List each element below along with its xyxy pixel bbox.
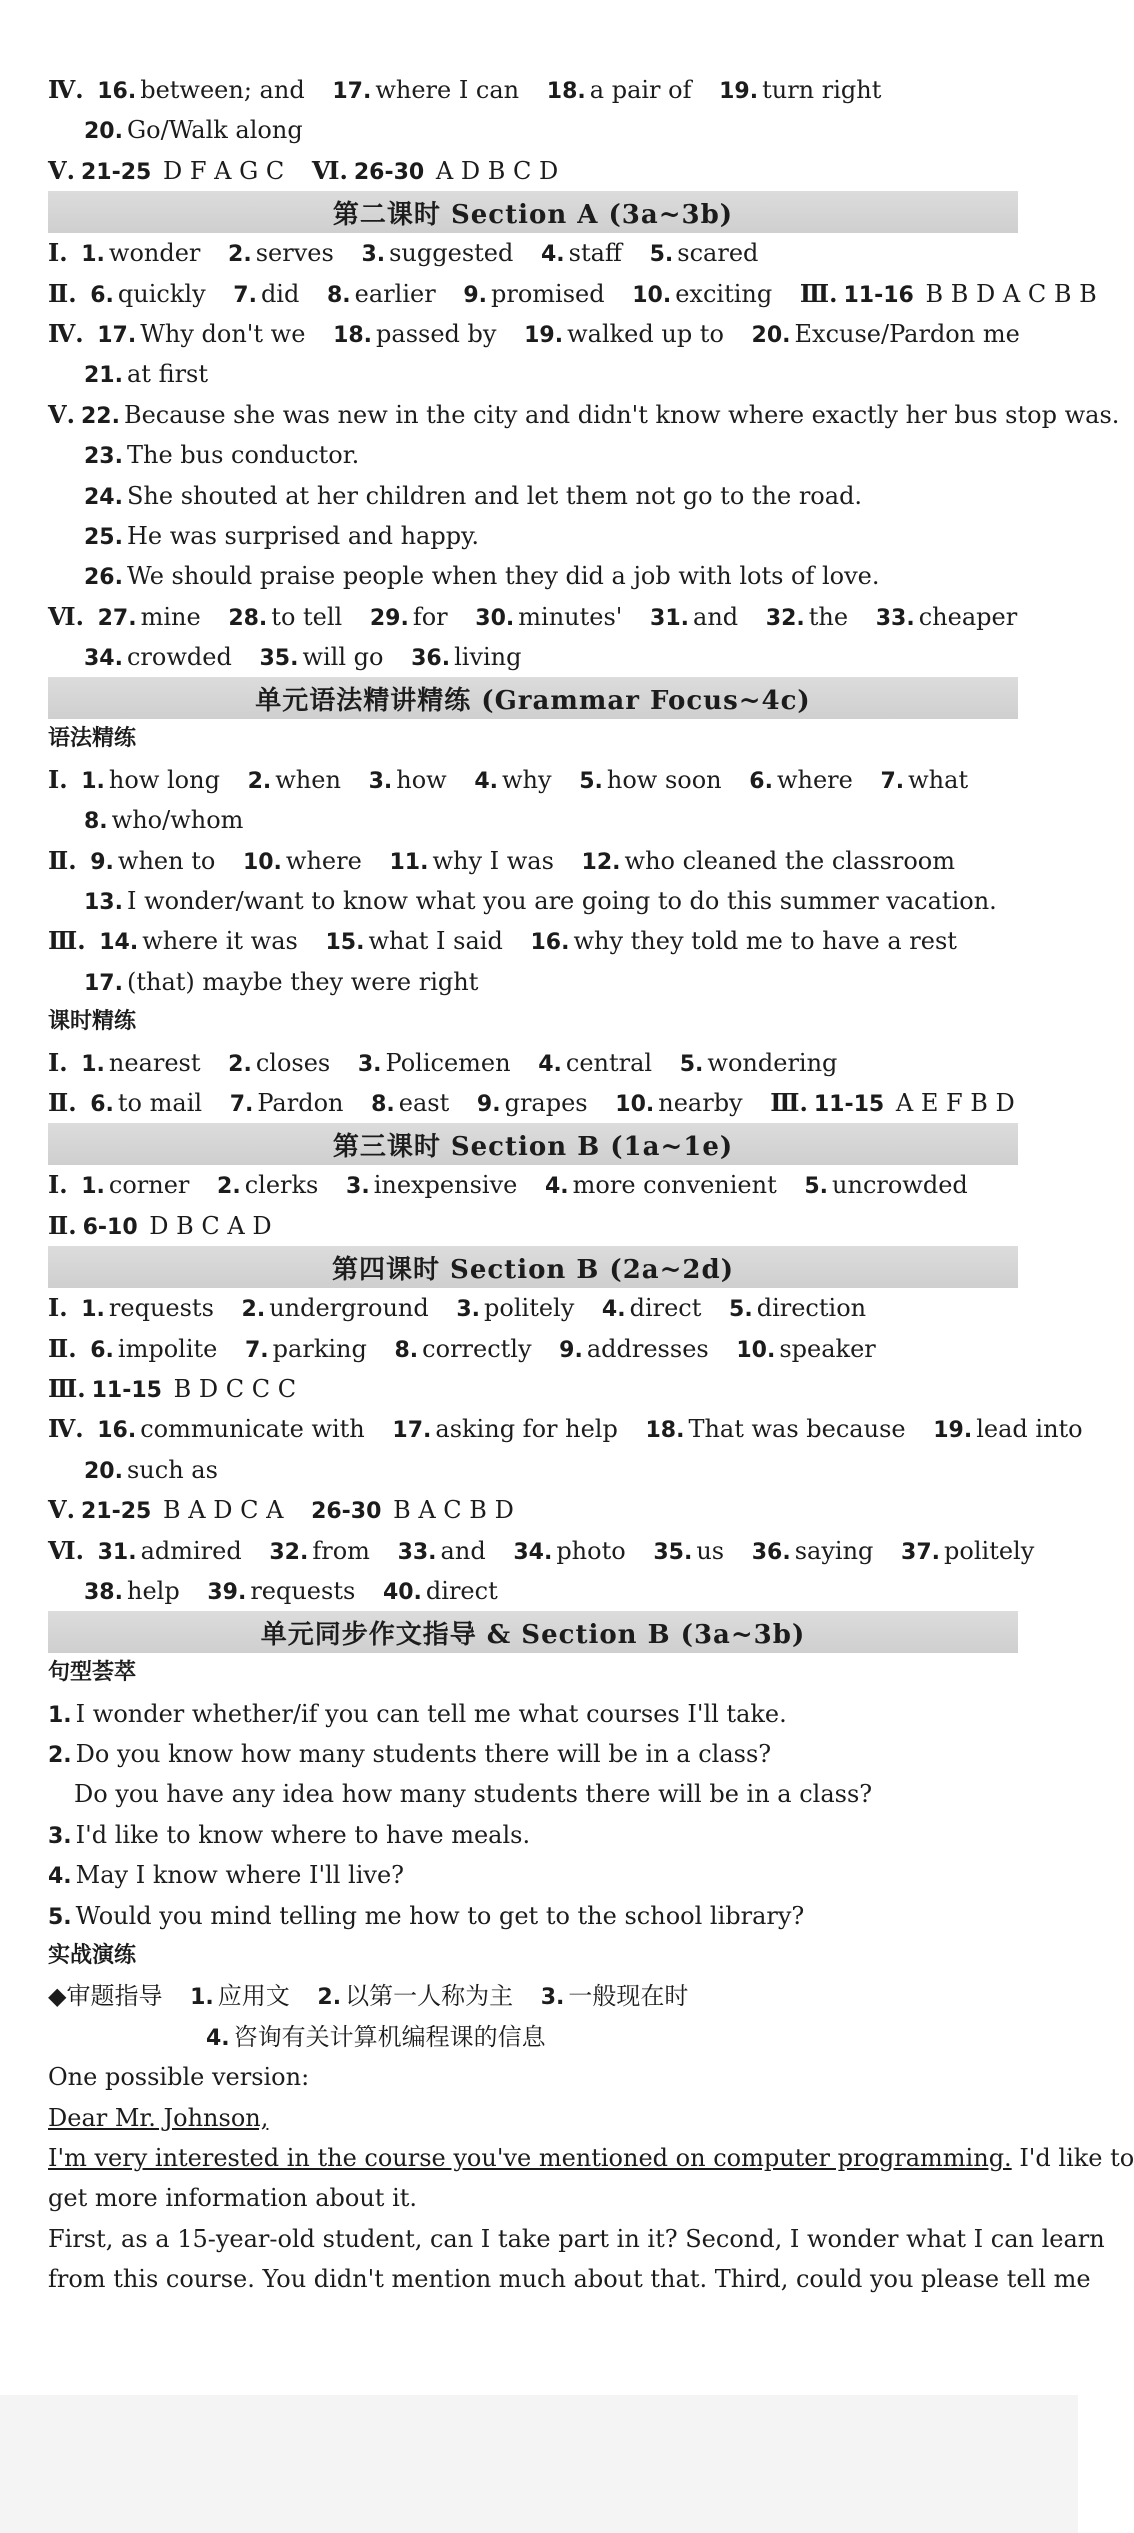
guide-line: ◆审题指导 1. 应用文 2. 以第一人称为主 3. 一般现在时: [48, 1982, 689, 2011]
answer-line: 26. We should praise people when they did a job with lots of love.: [84, 562, 880, 591]
answer-line: Ⅵ. 27. mine 28. to tell 29. for 30. minutes' 31. and 32. the 33. cheaper: [48, 601, 1018, 631]
answer-line: Ⅴ. 21-25 B A D C A 26-30 B A C B D: [48, 1495, 514, 1525]
answer-line: Ⅱ. 6. quickly 7. did 8. earlier 9. promised 10. exciting Ⅲ. 11-16 B B D A C B B: [48, 278, 1097, 308]
underlined-sentence: I'm very interested in the course you've mentioned on computer programming.: [48, 2143, 1012, 2172]
page-bottom-margin: [0, 2395, 1078, 2533]
roman-numeral: Ⅴ.: [48, 155, 75, 185]
answer-line: Ⅲ. 11-15 B D C C C: [48, 1373, 297, 1403]
answer-line: 13. I wonder/want to know what you are going to do this summer vacation.: [84, 887, 997, 916]
subheading: 语法精练: [48, 726, 137, 752]
answer-line: Ⅴ. 21-25 D F A G C Ⅵ. 26-30 A D B C D: [48, 155, 559, 185]
roman-numeral: Ⅵ.: [311, 155, 348, 185]
essay-line: I'm very interested in the course you've mentioned on computer programming. I'd like to: [48, 2143, 1134, 2172]
answer-line: Ⅳ. 16. between; and 17. where I can 18. a pair of 19. turn right: [48, 75, 882, 104]
answer-line: Ⅰ. 1. corner 2. clerks 3. inexpensive 4. more convenient 5. uncrowded: [48, 1170, 968, 1200]
answer-line: Ⅰ. 1. wonder 2. serves 3. suggested 4. staff 5. scared: [48, 238, 759, 268]
essay-line: from this course. You didn't mention much about that. Third, could you please tell me: [48, 2265, 1091, 2294]
section-banner: 第四课时 Section B (2a~2d): [48, 1246, 1018, 1288]
answer-text: Go/Walk along: [126, 116, 303, 145]
answer-line: Ⅵ. 31. admired 32. from 33. and 34. photo 35. us 36. saying 37. politely: [48, 1535, 1035, 1565]
answer-text: D F A G C: [163, 156, 285, 185]
answer-line: 38. help 39. requests 40. direct: [84, 1576, 498, 1605]
guide-line: 4. 咨询有关计算机编程课的信息: [206, 2022, 546, 2051]
answer-line: 8. who/whom: [84, 806, 244, 835]
answer-line: 17. (that) maybe they were right: [84, 967, 479, 996]
answer-text: a pair of: [589, 76, 692, 104]
roman-numeral: Ⅳ.: [48, 75, 84, 104]
answer-text: A D B C D: [435, 156, 559, 185]
answer-line: Ⅳ. 17. Why don't we 18. passed by 19. walked up to 20. Excuse/Pardon me: [48, 318, 1020, 348]
guide-label: ◆审题指导: [48, 1982, 163, 2011]
sentence-line: Do you have any idea how many students there will be in a class?: [74, 1780, 873, 1809]
answer-text: Because she was new in the city and didn't know where exactly her bus stop was.: [123, 400, 1120, 429]
section-banner: 单元语法精讲精练 (Grammar Focus~4c): [48, 677, 1018, 719]
answer-line: Ⅱ. 6. impolite 7. parking 8. correctly 9. addresses 10. speaker: [48, 1333, 876, 1363]
subheading: 句型荟萃: [48, 1660, 137, 1686]
essay-greeting: Dear Mr. Johnson,: [48, 2103, 269, 2132]
essay-line: One possible version:: [48, 2063, 310, 2092]
section-banner: 单元同步作文指导 & Section B (3a~3b): [48, 1611, 1018, 1653]
answer-line: 21. at first: [84, 360, 209, 389]
answer-line: Ⅱ. 9. when to 10. where 11. why I was 12. who cleaned the classroom: [48, 845, 956, 875]
answer-content: [48, 70, 1134, 2300]
answer-line: 23. The bus conductor.: [84, 441, 360, 470]
sentence-line: 4. May I know where I'll live?: [48, 1861, 405, 1890]
sentence-line: 2. Do you know how many students there will be in a class?: [48, 1740, 772, 1769]
answer-line: 34. crowded 35. will go 36. living: [84, 643, 522, 672]
essay-line: First, as a 15-year-old student, can I take part in it? Second, I wonder what I can learn: [48, 2224, 1105, 2253]
answer-line: Ⅴ. 22. Because she was new in the city and didn't know where exactly her bus stop was.: [48, 399, 1120, 429]
essay-line: get more information about it.: [48, 2184, 418, 2213]
sentence-line: 3. I'd like to know where to have meals.: [48, 1820, 531, 1849]
subheading: 课时精练: [48, 1009, 137, 1035]
answer-line: 25. He was surprised and happy.: [84, 521, 480, 550]
answer-line: Ⅰ. 1. nearest 2. closes 3. Policemen 4. central 5. wondering: [48, 1047, 838, 1077]
answer-line: Ⅰ. 1. requests 2. underground 3. politely 4. direct 5. direction: [48, 1293, 867, 1323]
answer-line: Ⅲ. 14. where it was 15. what I said 16. why they told me to have a rest: [48, 926, 957, 956]
sentence-line: 1. I wonder whether/if you can tell me what courses I'll take.: [48, 1699, 787, 1728]
answer-line: Ⅱ. 6. to mail 7. Pardon 8. east 9. grapes 10. nearby Ⅲ. 11-15 A E F B D: [48, 1087, 1015, 1117]
sentence-line: 5. Would you mind telling me how to get to the school library?: [48, 1901, 805, 1930]
answer-text: turn right: [762, 76, 882, 104]
answer-line: Ⅰ. 1. how long 2. when 3. how 4. why 5. how soon 6. where 7. what: [48, 764, 969, 794]
subheading: 实战演练: [48, 1943, 137, 1969]
answer-text: between; and: [140, 76, 305, 104]
section-banner: 第二课时 Section A (3a~3b): [48, 191, 1018, 233]
answer-line: Ⅱ. 6-10 D B C A D: [48, 1210, 272, 1240]
section-banner: 第三课时 Section B (1a~1e): [48, 1123, 1018, 1165]
answer-line: 20. such as: [84, 1455, 218, 1484]
answer-line: 20. Go/Walk along: [84, 116, 303, 145]
answer-line: Ⅳ. 16. communicate with 17. asking for help 18. That was because 19. lead into: [48, 1414, 1083, 1444]
answer-text: where I can: [375, 76, 520, 104]
answer-line: 24. She shouted at her children and let them not go to the road.: [84, 481, 863, 510]
